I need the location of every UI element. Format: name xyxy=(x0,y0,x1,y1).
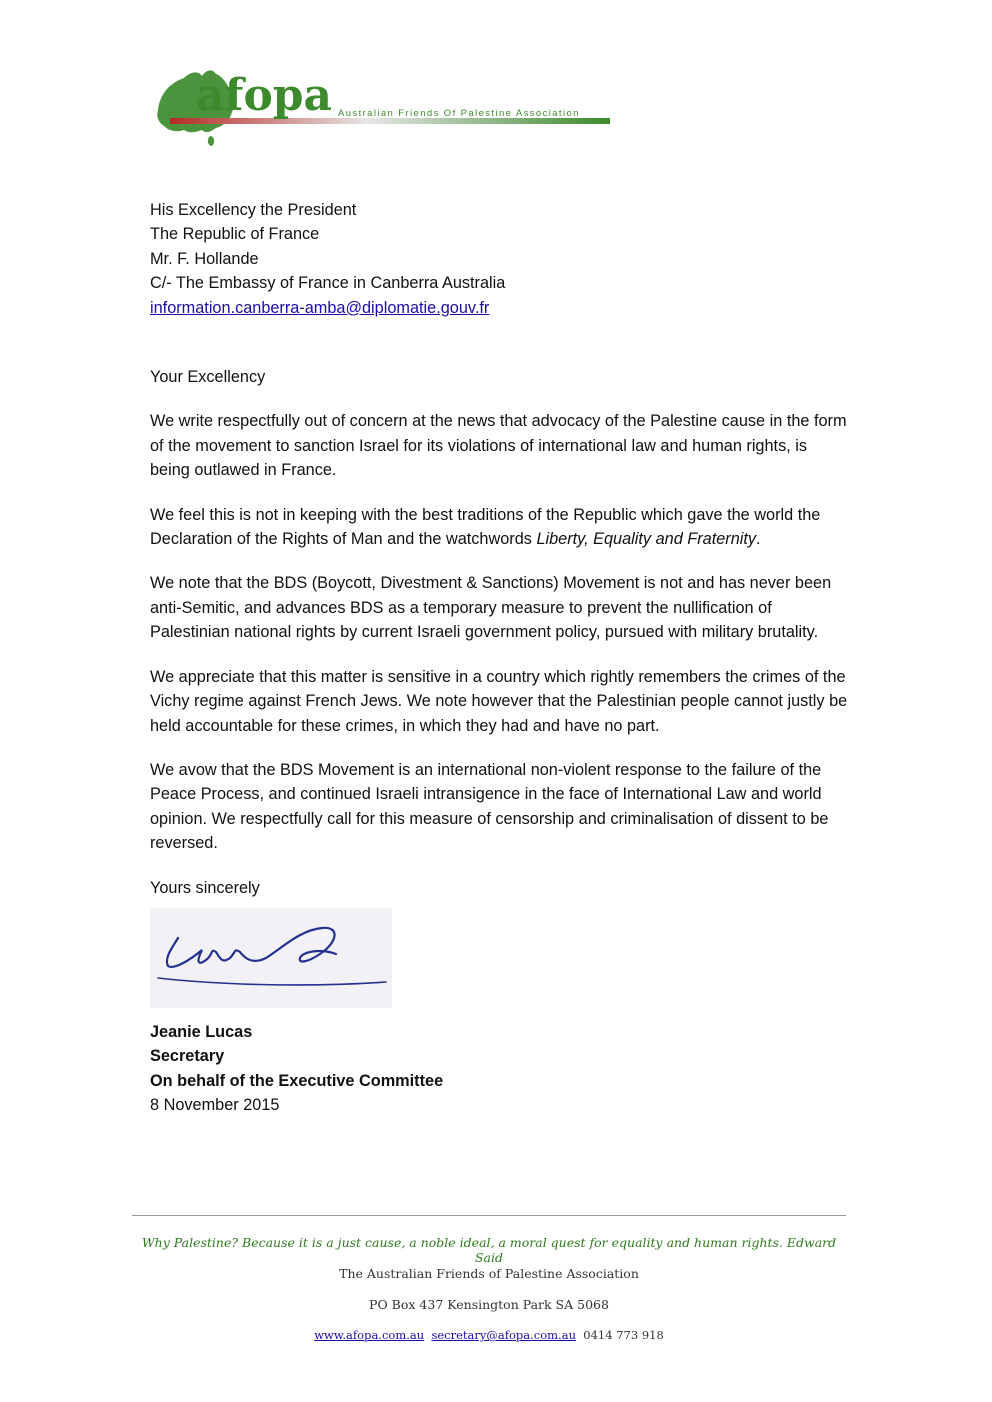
footer-po-box: PO Box 437 Kensington Park SA 5068 xyxy=(369,1297,609,1312)
paragraph-3: We note that the BDS (Boycott, Divestment & Sanctions) Movement is not and has never been anti-Semitic, and advances BDS as a temporary measure to prevent the nullification of Palestinian national rights by current Israeli government policy, pursued with military brutality. xyxy=(150,574,832,642)
phone-number: 0414 773 918 xyxy=(583,1328,664,1342)
address-line: The Republic of France xyxy=(150,225,320,244)
paragraph-2-end: . xyxy=(756,530,761,549)
watchwords: Liberty, Equality and Fraternity xyxy=(536,530,757,549)
paragraph-4: We appreciate that this matter is sensitive in a country which rightly remembers the crimes of the Vichy regime against French Jews. We note however that the Palestinian people cannot justly be held accountable for these crimes, in which they had and have no part. xyxy=(150,667,848,735)
address-line: C/- The Embassy of France in Canberra Australia xyxy=(150,274,506,293)
org-tagline: Australian Friends Of Palestine Association xyxy=(338,108,580,119)
closing: Yours sincerely xyxy=(150,878,260,897)
salutation: Your Excellency xyxy=(150,368,266,387)
address-line: Mr. F. Hollande xyxy=(150,249,259,268)
logo-wordmark: afopa xyxy=(196,70,333,121)
paragraph-5: We avow that the BDS Movement is an international non-violent response to the failure of the Peace Process, and continued Israeli intransigence in the face of International Law and world opinion. We respectfully call for this measure of censorship and criminalisation of dissent to be reversed. xyxy=(150,760,829,853)
address-line: His Excellency the President xyxy=(150,201,357,219)
letter-date: 8 November 2015 xyxy=(150,1096,280,1115)
footer-contacts xyxy=(132,1328,846,1342)
footer-divider xyxy=(132,1215,846,1216)
letterhead-logo xyxy=(150,62,620,162)
handwritten-signature xyxy=(150,908,392,1008)
footer-quote: Why Palestine? Because it is a just cause, a noble ideal, a moral quest for equality and human rights. Edward Said xyxy=(141,1235,837,1265)
footer-org-name: The Australian Friends of Palestine Association xyxy=(339,1266,639,1281)
paragraph-2-text: We feel this is not in keeping with the best traditions of the Republic which gave the world the Declaration of the Rights of Man and the watchwords xyxy=(150,505,821,549)
signer-behalf: On behalf of the Executive Committee xyxy=(150,1071,444,1090)
website-link[interactable]: www.afopa.com.au xyxy=(314,1328,425,1342)
paragraph-2 xyxy=(150,503,850,552)
paragraph-1: We write respectfully out of concern at the news that advocacy of the Palestine cause in the form of the movement to sanction Israel for its violations of international law and human rights, is being outlawed in France. xyxy=(150,412,847,480)
letter-body xyxy=(150,198,850,1118)
embassy-email-link[interactable]: information.canberra-amba@diplomatie.gouv.fr xyxy=(150,298,490,317)
recipient-address xyxy=(150,198,850,320)
signer-name: Jeanie Lucas xyxy=(150,1022,253,1041)
signer-block xyxy=(150,1020,850,1118)
signer-title: Secretary xyxy=(150,1047,225,1066)
secretary-email-link[interactable]: secretary@afopa.com.au xyxy=(431,1328,576,1342)
